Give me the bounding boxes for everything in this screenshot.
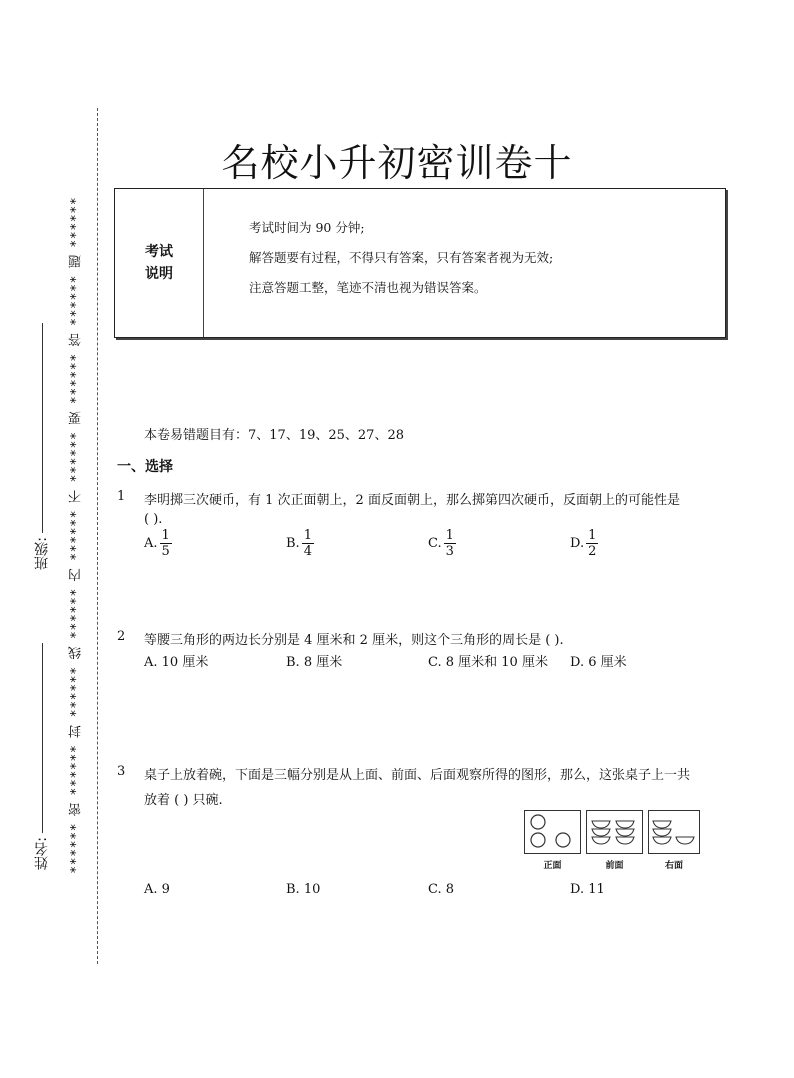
instructions-label [115, 189, 204, 337]
option-a[interactable]: A. 9 [144, 882, 170, 897]
class-field [32, 240, 52, 570]
question-1-text [144, 489, 734, 527]
view-label: 正面 [543, 861, 562, 871]
instructions-label-line2: 说明 [145, 266, 173, 282]
option-d[interactable]: D. 6 厘米 [570, 655, 627, 670]
fraction: $\frac{1}{5}$ [161, 528, 170, 559]
fraction: $\frac{1}{2}$ [588, 528, 597, 559]
name-field [32, 600, 52, 870]
view-right-box [648, 810, 700, 854]
fraction: $\frac{1}{3}$ [445, 528, 454, 559]
class-underline [42, 323, 43, 533]
section-heading-choice: 一、选择 [117, 459, 173, 475]
name-underline [42, 643, 43, 833]
rule-item: 解答题要有过程，不得只有答案，只有答案者视为无效; [249, 250, 554, 265]
option-b[interactable]: B. 10 [286, 882, 321, 897]
option-a[interactable] [144, 528, 172, 559]
seal-line-text [64, 165, 88, 905]
name-label: 姓名: [34, 837, 50, 870]
instructions-label-line1: 考试 [145, 244, 173, 260]
bowl-views-figure [524, 810, 704, 872]
view-label: 右面 [664, 861, 683, 871]
option-b[interactable]: B. 8 厘米 [286, 655, 343, 670]
bowls-stack-icon [587, 811, 641, 852]
rule-item: 考试时间为 90 分钟; [249, 220, 365, 235]
circles-icon [525, 811, 579, 852]
option-key: D. [570, 536, 585, 551]
view-front-box [586, 810, 643, 854]
option-c[interactable]: C. 8 厘米和 10 厘米 [428, 655, 548, 670]
question-number: 3 [117, 764, 126, 779]
option-d[interactable] [570, 528, 598, 559]
instructions-rules [249, 213, 553, 303]
question-3-text [144, 764, 734, 808]
question-3-line1: 桌子上放着碗，下面是三幅分别是从上面、前面、后面观察所得的图形，那么，这张桌子上一共 [144, 768, 691, 783]
student-fields [32, 240, 56, 880]
question-1-line1: 李明掷三次硬币，有 1 次正面朝上，2 面反面朝上，那么掷第四次硬币，反面朝上的可能性是 [144, 493, 680, 508]
rule-item: 注意答题工整，笔迹不清也视为错误答案。 [249, 280, 487, 295]
option-key: C. [428, 536, 442, 551]
question-1-line2: ( ). [144, 512, 163, 527]
error-prone-note: 本卷易错题目有：7、17、19、25、27、28 [144, 428, 404, 443]
option-b[interactable] [286, 528, 314, 559]
bowls-stack-icon [649, 811, 698, 852]
view-top-box [524, 810, 581, 854]
exam-instructions-box [114, 188, 726, 338]
option-d[interactable]: D. 11 [570, 882, 605, 897]
option-key: A. [144, 536, 158, 551]
page-title: 名校小升初密训卷十 [221, 141, 573, 185]
question-number: 2 [117, 629, 126, 644]
option-a[interactable]: A. 10 厘米 [144, 655, 209, 670]
question-number: 1 [117, 489, 126, 504]
fraction: $\frac{1}{4}$ [303, 528, 312, 559]
class-label: 班级: [34, 537, 50, 570]
option-key: B. [286, 536, 300, 551]
question-2-text: 等腰三角形的两边长分别是 4 厘米和 2 厘米，则这个三角形的周长是 ( ). [144, 633, 564, 648]
option-c[interactable]: C. 8 [428, 882, 455, 897]
view-label: 前面 [605, 861, 624, 871]
seal-text: ****** 密 ****** 封 ****** 线 ****** 内 ****** 不 ****** 要 ****** 答 ****** 题 ****** [68, 196, 84, 874]
option-c[interactable] [428, 528, 456, 559]
binding-dashed-line [97, 108, 98, 964]
question-3-line2: 放着 ( ) 只碗. [144, 793, 223, 808]
